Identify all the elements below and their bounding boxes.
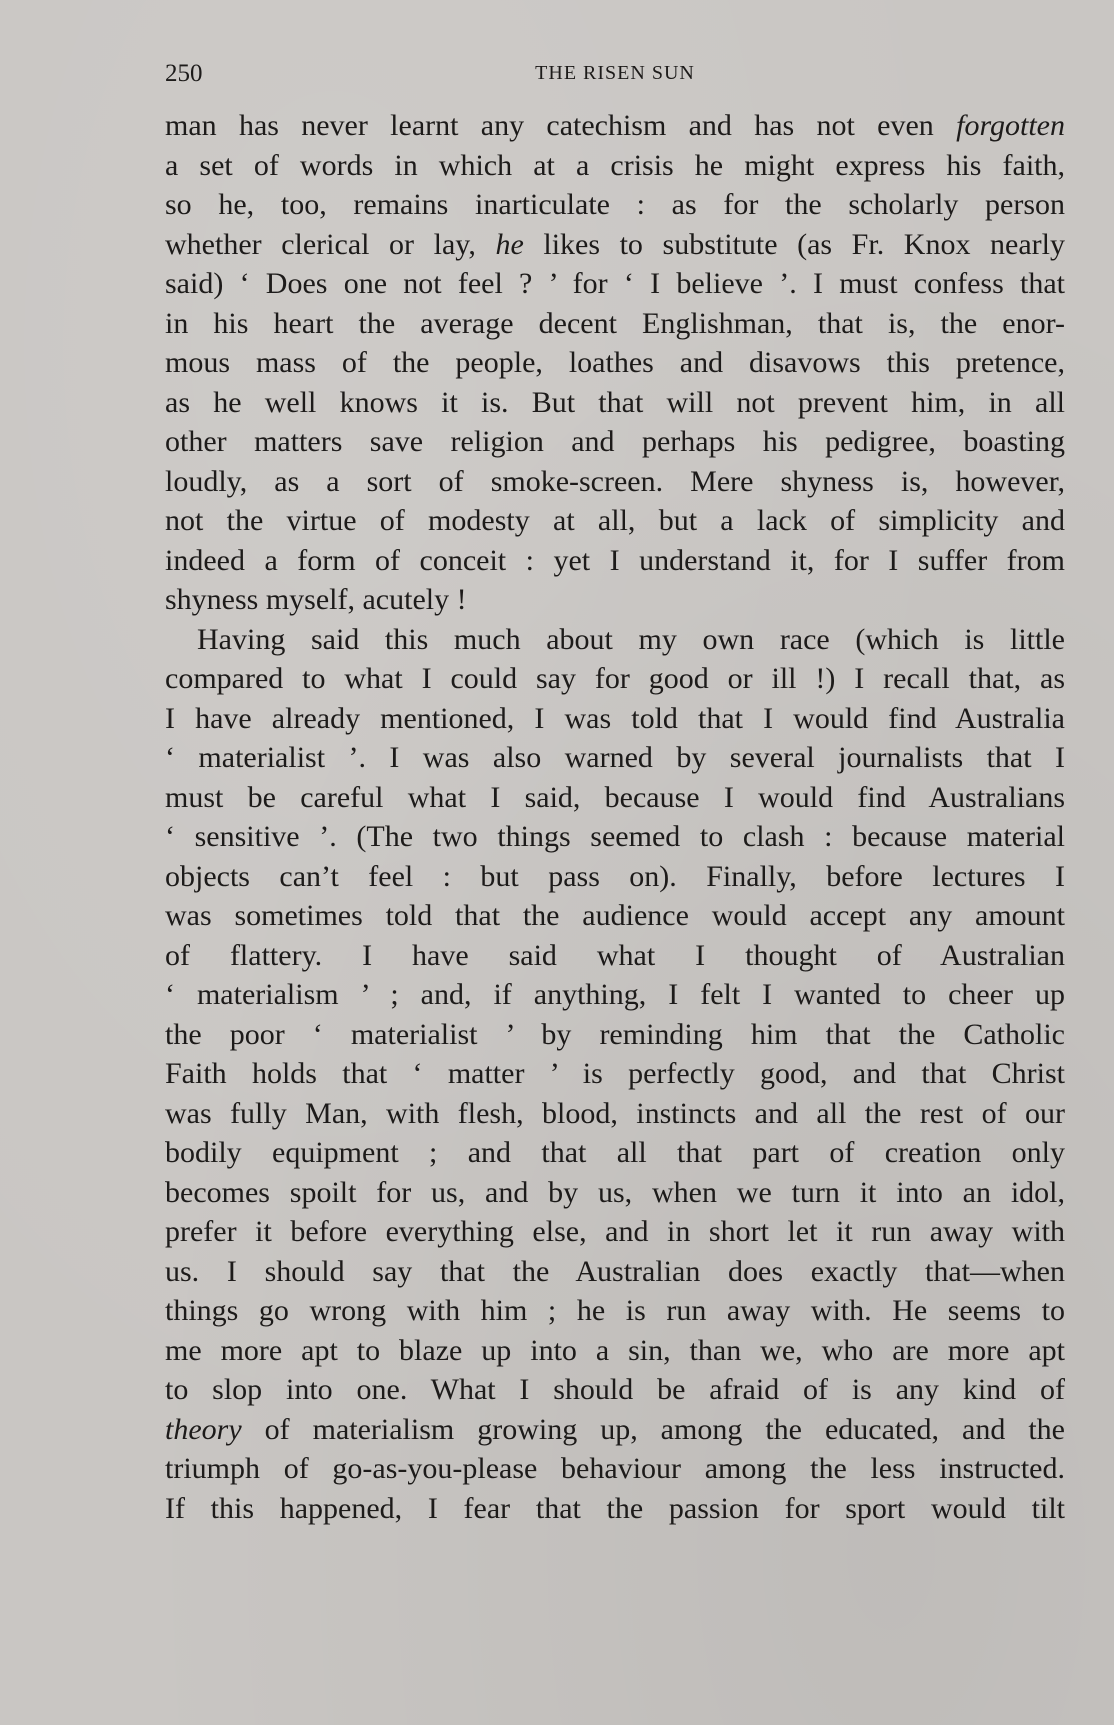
text-run: objects can’t feel : but pass on). Finally, before lectures I [165, 859, 1065, 893]
text-run: to slop into one. What I should be afraid of is any kind of [165, 1373, 1065, 1406]
text-run: I have already mentioned, I was told that I would find Australia [165, 701, 1065, 735]
text-run: was fully Man, with flesh, blood, instincts and all the rest of our [165, 1096, 1065, 1130]
text-run: said) ‘ Does one not feel ? ’ for ‘ I believe ’. I must confess that [165, 267, 1065, 300]
text-run: ‘ sensitive ’. (The two things seemed to clash : because material [165, 820, 1065, 853]
text-run: things go wrong with him ; he is run away with. He seems to [165, 1294, 1065, 1327]
text-run: in his heart the average decent Englishman, that is, the enor- [165, 306, 1065, 340]
text-line [165, 1212, 1065, 1252]
text-run: compared to what I could say for good or ill !) I recall that, as [165, 662, 1065, 695]
text-line [165, 620, 1065, 660]
text-run: of materialism growing up, among the educated, and the [241, 1412, 1065, 1446]
text-line [165, 936, 1065, 976]
text-line [165, 817, 1065, 857]
text-run: loudly, as a sort of smoke-screen. Mere shyness is, however, [165, 464, 1065, 498]
text-run: us. I should say that the Australian does exactly that—when [165, 1254, 1065, 1288]
text-line [165, 857, 1065, 897]
text-run: mous mass of the people, loathes and disavows this pretence, [165, 346, 1065, 379]
text-line [165, 225, 1065, 265]
text-line [165, 1449, 1065, 1489]
text-line [165, 501, 1065, 541]
running-head [165, 60, 1065, 98]
italic-run: theory [165, 1412, 242, 1446]
text-line [165, 264, 1065, 304]
text-line [165, 304, 1065, 344]
text-run: bodily equipment ; and that all that part of creation only [165, 1136, 1065, 1169]
text-line [165, 383, 1065, 423]
text-line [165, 1410, 1065, 1450]
text-line [165, 1252, 1065, 1292]
text-run: of flattery. I have said what I thought of Australian [165, 938, 1065, 972]
text-run: not the virtue of modesty at all, but a lack of simplicity and [165, 504, 1065, 537]
paragraph-1 [165, 106, 1065, 620]
text-run: was sometimes told that the audience would accept any amount [165, 899, 1065, 932]
text-line [165, 896, 1065, 936]
text-line [165, 1173, 1065, 1213]
text-line [165, 1370, 1065, 1410]
page-number: 250 [165, 60, 203, 87]
text-line [165, 541, 1065, 581]
text-line [165, 1054, 1065, 1094]
text-run: as he well knows it is. But that will not prevent him, in all [165, 385, 1065, 419]
text-line [165, 1015, 1065, 1055]
running-title: THE RISEN SUN [535, 62, 695, 84]
text-line [165, 699, 1065, 739]
text-run: ‘ materialist ’. I was also warned by several journalists that I [165, 741, 1065, 774]
text-run: man has never learnt any catechism and has not even [165, 109, 957, 142]
text-line [165, 738, 1065, 778]
book-page [165, 60, 1065, 1528]
text-run: shyness myself, acutely ! [165, 583, 467, 616]
text-line [165, 462, 1065, 502]
text-line [165, 1133, 1065, 1173]
text-line [165, 659, 1065, 699]
text-run: likes to substitute (as Fr. Knox nearly [523, 227, 1065, 261]
italic-run: forgotten [956, 109, 1065, 142]
text-line [165, 106, 1065, 146]
text-line [165, 1489, 1065, 1529]
text-run: a set of words in which at a crisis he might express his faith, [165, 148, 1065, 182]
text-run: must be careful what I said, because I would find Australians [165, 780, 1065, 814]
text-run: so he, too, remains inarticulate : as for the scholarly person [165, 188, 1065, 221]
text-line [165, 580, 1065, 620]
text-run: triumph of go-as-you-please behaviour among the less instructed. [165, 1452, 1065, 1485]
text-run: other matters save religion and perhaps his pedigree, boasting [165, 425, 1065, 458]
text-run: me more apt to blaze up into a sin, than we, who are more apt [165, 1333, 1065, 1367]
italic-run: he [495, 227, 524, 261]
text-run: becomes spoilt for us, and by us, when we turn it into an idol, [165, 1175, 1065, 1209]
text-line [165, 185, 1065, 225]
text-line [165, 146, 1065, 186]
text-line [165, 975, 1065, 1015]
text-run: indeed a form of conceit : yet I understand it, for I suffer from [165, 543, 1065, 577]
text-line [165, 422, 1065, 462]
text-run: If this happened, I fear that the passion for sport would tilt [165, 1491, 1065, 1525]
text-run: ‘ materialism ’ ; and, if anything, I felt I wanted to cheer up [165, 978, 1065, 1011]
text-line [165, 1331, 1065, 1371]
text-run: whether clerical or lay, [165, 227, 496, 261]
body-text [165, 106, 1065, 1528]
text-run: the poor ‘ materialist ’ by reminding him that the Catholic [165, 1017, 1065, 1051]
text-line [165, 343, 1065, 383]
text-line [165, 778, 1065, 818]
text-run: Having said this much about my own race (which is little [197, 622, 1065, 656]
text-run: Faith holds that ‘ matter ’ is perfectly good, and that Christ [165, 1057, 1065, 1090]
text-run: prefer it before everything else, and in short let it run away with [165, 1215, 1065, 1248]
text-line [165, 1094, 1065, 1134]
paragraph-2 [165, 620, 1065, 1529]
text-line [165, 1291, 1065, 1331]
